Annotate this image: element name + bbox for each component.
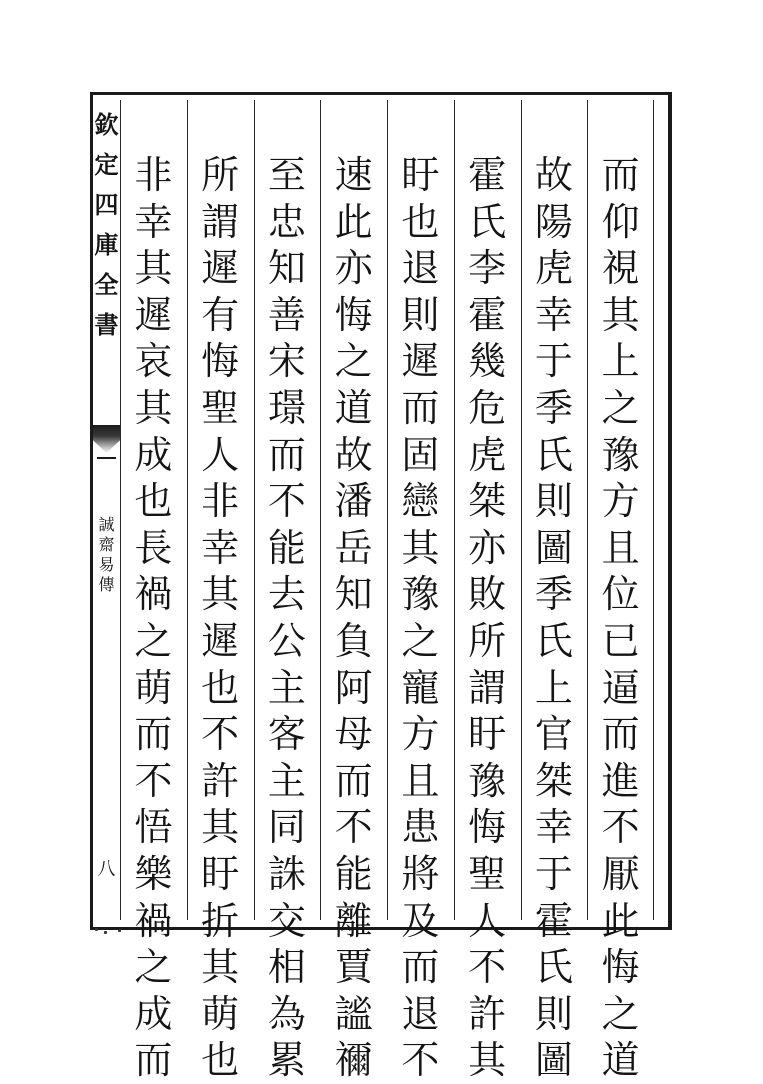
column-rule (187, 100, 188, 920)
text-column (187, 100, 254, 1083)
column-rule (254, 100, 255, 920)
column-rule (320, 100, 321, 920)
section-title: 誠 齋 易 傳 (98, 515, 115, 594)
page-number: 八 (97, 859, 116, 880)
column-rule (521, 100, 522, 920)
text-column (254, 100, 321, 1083)
column-text: 而 仰 視 其 上 之 豫 方 且 位 已 逼 而 進 不 厭 此 悔 之 道 (601, 153, 640, 1083)
text-column (320, 100, 387, 1083)
column-rule (387, 100, 388, 920)
column-text: 霍 氏 李 霍 幾 危 虎 桀 亦 敗 所 謂 盱 豫 悔 聖 人 不 許 其 (468, 153, 507, 1083)
text-column (454, 100, 521, 1083)
text-column (387, 100, 454, 1083)
fishtail-icon (93, 425, 120, 453)
column-text: 所 謂 遲 有 悔 聖 人 非 幸 其 遲 也 不 許 其 盱 折 其 萌 也 (201, 153, 240, 1083)
text-column (587, 100, 654, 1083)
column-text: 故 陽 虎 幸 于 季 氏 則 圖 季 氏 上 官 桀 幸 于 霍 氏 則 圖 (534, 153, 573, 1083)
text-column (120, 100, 187, 1083)
text-column (521, 100, 588, 1083)
ink-speck (104, 931, 107, 934)
text-columns (120, 100, 654, 1083)
column-text: 至 忠 知 善 宋 璟 而 不 能 去 公 主 客 主 同 誅 交 相 為 累 (267, 153, 306, 1083)
column-text: 非 幸 其 遲 哀 其 成 也 長 禍 之 萌 而 不 悟 樂 禍 之 成 而 (134, 153, 173, 1083)
book-title: 欽 定 四 庫 全 書 (94, 110, 119, 339)
column-text: 速 此 亦 悔 之 道 故 潘 岳 知 負 阿 母 而 不 能 離 賈 謐 禰 (334, 153, 373, 1083)
column-rule (587, 100, 588, 920)
page-margin-strip (93, 95, 120, 927)
fishtail-rule (97, 457, 116, 459)
column-rule (454, 100, 455, 920)
ink-speck (95, 928, 98, 931)
ink-speck (118, 929, 121, 932)
column-text: 盱 也 退 則 遲 而 固 戀 其 豫 之 寵 方 且 患 將 及 而 退 不 (401, 153, 440, 1083)
